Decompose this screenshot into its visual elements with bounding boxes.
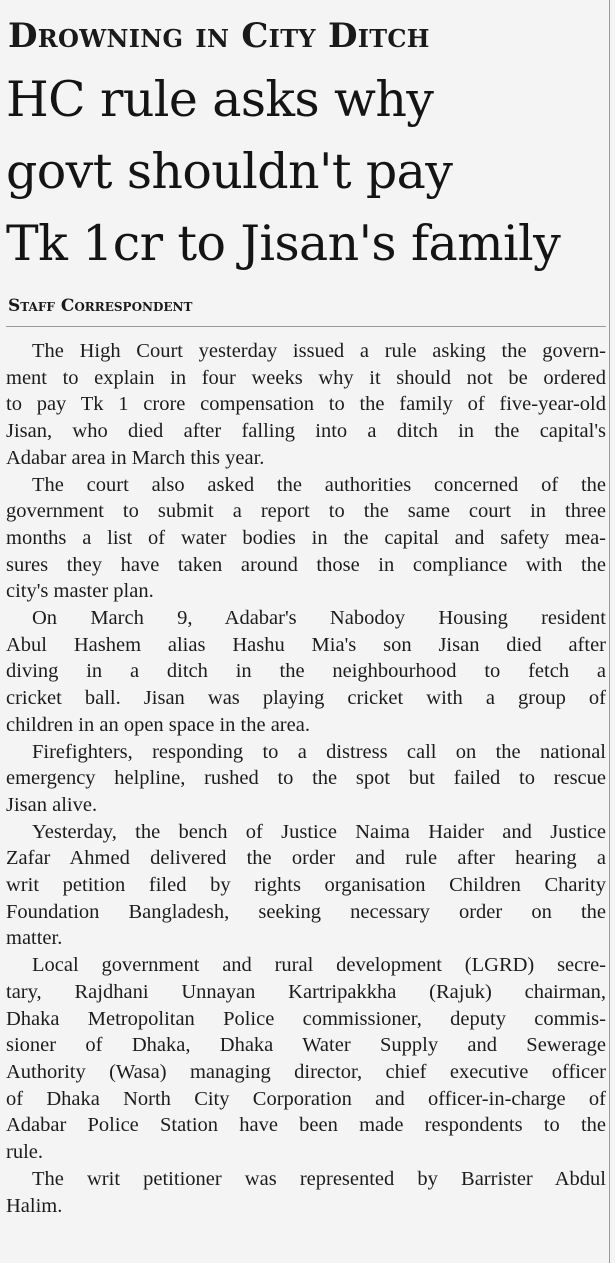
text-line: The High Court yesterday issued a rule asking the govern- [32, 340, 606, 362]
text-line: Zafar Ahmed delivered the order and rule after hearing a [6, 847, 606, 870]
headline [6, 64, 606, 280]
paragraph [6, 605, 606, 739]
text-line: government to submit a report to the same court in three [6, 500, 606, 523]
text-line: tary, Rajdhani Unnayan Kartripakkha (Rajuk) chairman, [6, 980, 606, 1003]
text-line: emergency helpline, rushed to the spot but failed to rescue [6, 767, 606, 790]
paragraph [6, 952, 606, 1166]
text-line: Adabar area in March this year. [6, 446, 265, 469]
text-line: Yesterday, the bench of Justice Naima Haider and Justice [32, 820, 606, 843]
text-line: writ petition filed by rights organisation Children Charity [6, 874, 606, 897]
byline-divider [6, 326, 606, 327]
text-line: The court also asked the authorities concerned of the [32, 473, 606, 496]
text-line: matter. [6, 927, 63, 950]
text-line: to pay Tk 1 crore compensation to the family of five-year-old [6, 393, 606, 416]
column-rule [609, 0, 610, 1263]
paragraph [6, 819, 606, 953]
text-line: cricket ball. Jisan was playing cricket with a group of [6, 687, 606, 710]
text-line: Jisan, who died after falling into a ditch in the capital's [6, 420, 606, 443]
headline-line: HC rule asks why [6, 71, 434, 128]
text-line: Authority (Wasa) managing director, chief executive officer [6, 1060, 606, 1083]
text-line: city's master plan. [6, 580, 154, 603]
text-line: Foundation Bangladesh, seeking necessary order on the [6, 900, 606, 923]
text-line: On March 9, Adabar's Nabodoy Housing resident [32, 607, 606, 630]
headline-line: govt shouldn't pay [6, 143, 453, 200]
text-line: ment to explain in four weeks why it should not be ordered [6, 366, 606, 389]
text-line: Local government and rural development (LGRD) secre- [32, 954, 606, 977]
paragraph [6, 338, 606, 472]
kicker-heading: Drowning in City Ditch [8, 16, 430, 56]
text-line: The writ petitioner was represented by Barrister Abdul [32, 1167, 606, 1190]
text-line: sioner of Dhaka, Dhaka Water Supply and Sewerage [6, 1034, 606, 1057]
text-line: rule. [6, 1141, 43, 1164]
text-line: Firefighters, responding to a distress call on the national [32, 740, 606, 763]
text-line: Halim. [6, 1194, 63, 1217]
headline-line: Tk 1cr to Jisan's family [6, 215, 561, 272]
byline: Staff Correspondent [8, 296, 193, 316]
text-line: months a list of water bodies in the capital and safety mea- [6, 526, 606, 549]
text-line: Dhaka Metropolitan Police commissioner, deputy commis- [6, 1007, 606, 1030]
paragraph [6, 472, 606, 606]
paragraph [6, 739, 606, 819]
text-line: Abul Hashem alias Hashu Mia's son Jisan died after [6, 633, 606, 656]
text-line: children in an open space in the area. [6, 713, 310, 736]
paragraph [6, 1166, 606, 1219]
text-line: sures they have taken around those in compliance with the [6, 553, 606, 576]
text-line: Jisan alive. [6, 793, 98, 816]
text-line: diving in a ditch in the neighbourhood to fetch a [6, 660, 606, 683]
text-line: Adabar Police Station have been made respondents to the [6, 1114, 606, 1137]
text-line: of Dhaka North City Corporation and officer-in-charge of [6, 1087, 606, 1110]
article-body [6, 338, 606, 1219]
